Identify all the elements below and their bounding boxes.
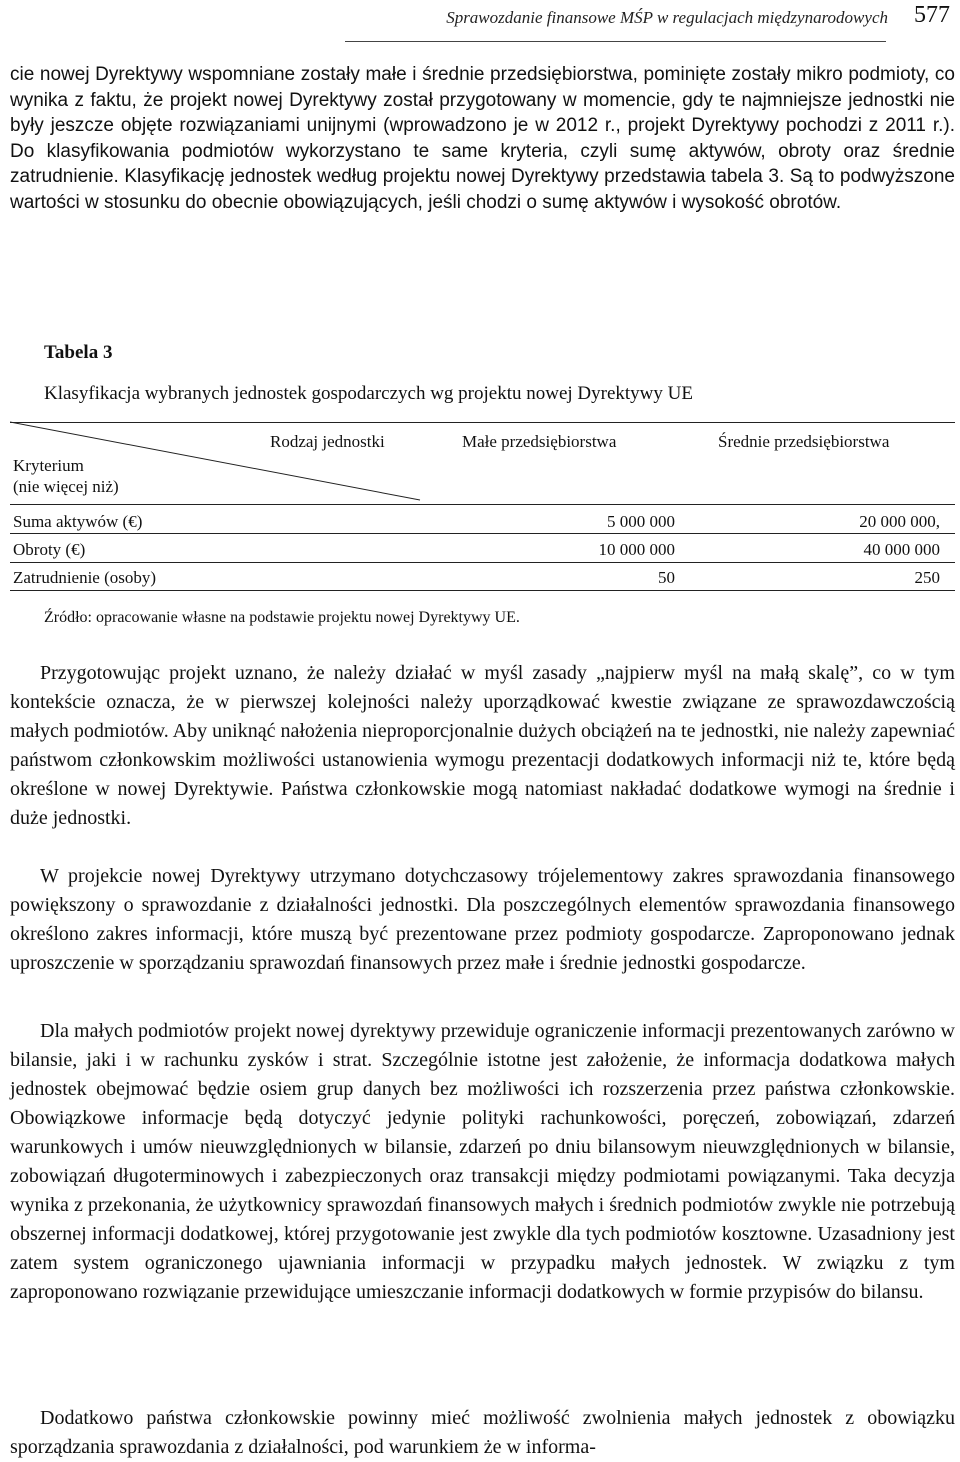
table-row-rule <box>10 562 955 563</box>
paragraph-1: cie nowej Dyrektywy wspomniane zostały małe i średnie przedsiębiorstwa, pominięte zostały mikro podmioty, co wynika z faktu, że projekt nowej Dyrektywy został przygotowany w momencie, gdy te najmniejsze jednostki nie były jeszcze objęte rozwiązaniami unijnymi (wprowadzono je w 2012 r., projekt Dyrektywy pochodzi z 2011 r.). Do klasyfikowania podmiotów wykorzystano te same kryteria, czyli sumę aktywów, obroty oraz średnie zatrudnienie. Klasyfikację jednostek według projektu nowej Dyrektywy przedstawia tabela 3. Są to podwyższone wartości w stosunku do obecnie obowiązujących, jeśli chodzi o sumę aktywów i wysokość obrotów. <box>10 64 955 213</box>
table-row-rule <box>10 533 955 534</box>
table-label: Tabela 3 <box>44 342 113 363</box>
page-header <box>0 0 960 50</box>
table-header-rule <box>10 504 955 505</box>
classification-table <box>10 420 955 590</box>
corner-header-criterion: Kryterium <box>13 456 84 475</box>
table-row-small-value: 5 000 000 <box>607 512 675 531</box>
page-number: 577 <box>914 2 950 28</box>
table-source-note: Źródło: opracowanie własne na podstawie projektu nowej Dyrektywy UE. <box>44 609 520 626</box>
table-bottom-rule <box>10 590 955 591</box>
column-header-medium: Średnie przedsiębiorstwa <box>718 432 890 451</box>
table-row-criterion: Obroty (€) <box>13 540 86 559</box>
paragraph-4: Dla małych podmiotów projekt nowej dyrektywy przewiduje ograniczenie informacji prezentowanych zarówno w bilansie, jaki i w rachunku zysków i strat. Szczególnie istotne jest założenie, że informacja dodatkowa małych jednostek obejmować będzie osiem grup danych bez możliwości ich rozszerzenia przez państwa członkowskie. Obowiązkowe informacje będą dotyczyć jedynie polityki rachunkowości, poręczeń, zobowiązań, zdarzeń warunkowych i umów nieuwzględnionych w bilansie, zdarzeń po dniu bilansowym nieuwzględnionych w bilansie, zobowiązań długoterminowych i zabezpieczonych oraz transakcji między podmiotami powiązanymi. Taka decyzja wynika z przekonania, że użytkownicy sprawozdań finansowych małych i średnich podmiotów zwykle nie potrzebują obszernej informacji dodatkowej, której przygotowanie jest zwykle dla tych podmiotów kosztowne. Uzasadniony jest zatem system ograniczonego ujawniania informacji w przypadku małych jednostek. W związku z tym zaproponowano rozwiązanie przewidujące umieszczanie informacji dodatkowych w formie przypisów do bilansu. <box>10 1020 955 1303</box>
column-header-small: Małe przedsiębiorstwa <box>462 432 617 451</box>
paragraph-2: Przygotowując projekt uznano, że należy działać w myśl zasady „najpierw myśl na małą skalę”, co w tym kontekście oznacza, że w pierwszej kolejności należy uporządkować kwestie związane ze sprawozdawczością małych podmiotów. Aby uniknąć nałożenia nieproporcjonalnie dużych obciążeń na te jednostki, nie należy zapewniać państwom członkowskim możliwości ustanowienia wymogu prezentacji dodatkowych informacji niż te, które będą określone w nowej Dyrektywie. Państwa członkowskie mogą natomiast nakładać dodatkowe wymogi na średnie i duże jednostki. <box>10 662 955 829</box>
table-row-medium-value: 20 000 000, <box>859 512 940 531</box>
table-row-medium-value: 40 000 000 <box>863 540 940 559</box>
header-rule <box>345 41 886 42</box>
table-row-small-value: 10 000 000 <box>598 540 675 559</box>
table-caption: Klasyfikacja wybranych jednostek gospodarczych wg projektu nowej Dyrektywy UE <box>44 383 693 404</box>
table-row-medium-value: 250 <box>914 568 940 587</box>
paragraph-3: W projekcie nowej Dyrektywy utrzymano dotychczasowy trójelementowy zakres sprawozdania finansowego powiększony o sprawozdanie z działalności jednostki. Dla poszczególnych elementów sprawozdania finansowego określono zakres informacji, które muszą być prezentowane przez podmioty gospodarcze. Zaproponowano jednak uproszczenie w sporządzaniu sprawozdań finansowych przez małe i średnie jednostki gospodarcze. <box>10 865 955 974</box>
corner-header-unit-type: Rodzaj jednostki <box>270 432 385 451</box>
table-row-criterion: Suma aktywów (€) <box>13 512 143 531</box>
table-row-criterion: Zatrudnienie (osoby) <box>13 568 157 587</box>
paragraph-5: Dodatkowo państwa członkowskie powinny mieć możliwość zwolnienia małych jednostek z obowiązku sporządzania sprawozdania z działalności, pod warunkiem że w informa- <box>10 1407 955 1458</box>
table-row-small-value: 50 <box>658 568 675 587</box>
running-title: Sprawozdanie finansowe MŚP w regulacjach międzynarodowych <box>446 8 888 27</box>
corner-header-criterion-note: (nie więcej niż) <box>13 477 119 496</box>
